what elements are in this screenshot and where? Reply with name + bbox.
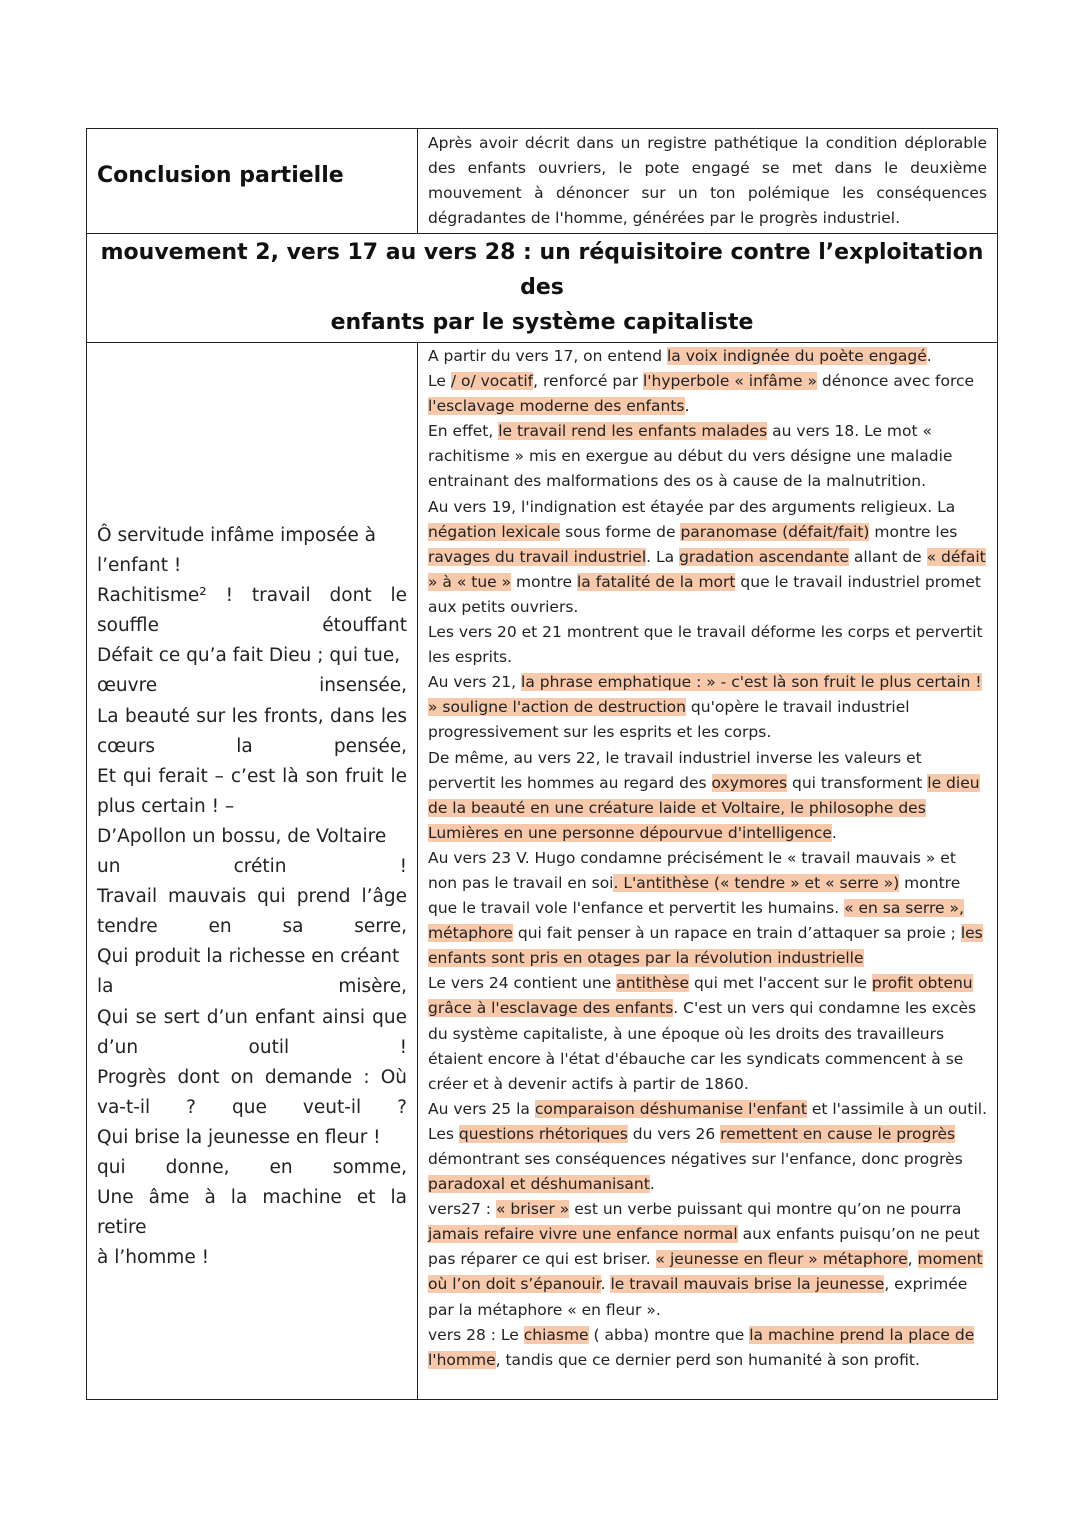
highlighted-text: questions rhétoriques	[458, 1124, 628, 1143]
highlighted-text: la machine prend la place de l'homme	[428, 1325, 975, 1369]
conclusion-title: Conclusion partielle	[97, 163, 344, 188]
movement-body-row	[87, 343, 998, 1400]
analysis-text-segment: Au vers 21,	[428, 673, 522, 692]
analysis-text-segment: ,	[907, 1250, 918, 1269]
analysis-paragraph	[428, 369, 987, 419]
poem-excerpt	[97, 521, 407, 1273]
poem-line: œuvre insensée,	[97, 675, 407, 697]
analysis-paragraph	[428, 344, 987, 369]
poem-line: Qui brise la jeunesse en fleur !	[97, 1126, 381, 1148]
analysis-text-segment: Au vers 25 la	[428, 1099, 535, 1118]
analysis-text-segment: est un verbe puissant qui montre qu’on ne pourra	[569, 1200, 962, 1219]
highlighted-text: « jeunesse en fleur » métaphore	[655, 1250, 908, 1269]
analysis-text-segment: De même, au vers 22, le travail industriel inverse les valeurs et pervertit les hommes au regard des	[428, 748, 922, 792]
analysis-text-segment: vers27 :	[428, 1200, 496, 1219]
analysis-paragraph	[428, 670, 987, 745]
highlighted-text: « en sa serre », métaphore	[428, 899, 964, 943]
analysis-text-segment: ( abba) montre que	[588, 1325, 750, 1344]
poem-line: Défait ce qu’a fait Dieu ; qui tue,	[97, 645, 401, 667]
poem-line: à l’homme !	[97, 1247, 210, 1269]
poem-line: un crétin !	[97, 856, 407, 878]
analysis-text-segment: .	[649, 1175, 655, 1194]
poem-line: Qui se sert d’un enfant ainsi que	[97, 1006, 407, 1028]
highlighted-text: paradoxal et déshumanisant	[428, 1175, 650, 1194]
highlighted-text: chiasme	[523, 1325, 589, 1344]
analysis-text-segment: Le	[428, 372, 451, 391]
poem-line: Travail mauvais qui prend l’âge	[97, 886, 407, 908]
poem-line: d’un outil !	[97, 1036, 407, 1058]
highlighted-text: ravages du travail industriel	[428, 547, 647, 566]
highlighted-text: « briser »	[495, 1200, 570, 1219]
analysis-text	[418, 343, 997, 1399]
conclusion-title-cell	[87, 129, 418, 234]
poem-line: va-t-il ? que veut-il ?	[97, 1096, 407, 1118]
poem-line: cœurs la pensée,	[97, 735, 407, 757]
analysis-table	[86, 128, 998, 1400]
analysis-paragraph	[428, 419, 987, 494]
highlighted-text: remettent en cause le progrès	[720, 1124, 956, 1143]
analysis-text-segment: du vers 26	[627, 1124, 721, 1143]
poem-line: souffle étouffant	[97, 615, 407, 637]
highlighted-text: comparaison déshumanise l'enfant	[534, 1099, 807, 1118]
highlighted-text: les enfants sont pris en otages par la révolution industrielle	[428, 924, 983, 968]
analysis-cell	[418, 343, 998, 1400]
highlighted-text: l'hyperbole « infâme »	[642, 372, 817, 391]
analysis-text-segment: A partir du vers 17, on entend	[428, 347, 667, 365]
conclusion-row	[87, 129, 998, 234]
poem-line: Et qui ferait – c’est là son fruit le	[97, 765, 407, 787]
analysis-text-segment: au vers 18. Le mot « rachitisme » mis en exergue au début du vers désigne une maladie entrainant des malformations des os à cause de la malnutrition.	[428, 422, 953, 491]
poem-line: qui donne, en somme,	[97, 1156, 407, 1178]
analysis-text-segment: , renforcé par	[533, 372, 643, 391]
highlighted-text: le travail rend les enfants malades	[498, 422, 768, 441]
poem-line: Ô servitude infâme imposée à	[97, 525, 376, 546]
analysis-text-segment: .	[926, 347, 932, 365]
highlighted-text: paranomase (défait/fait)	[680, 522, 870, 541]
analysis-paragraph	[428, 846, 987, 971]
highlighted-text: antithèse	[616, 974, 690, 993]
analysis-text-segment: qui transforment	[787, 773, 928, 792]
highlighted-text: le dieu de la beauté en une créature laide et Voltaire, le philosophe des Lumières en une personne dépourvue d'intelligence	[428, 773, 980, 842]
analysis-text-segment: , exprimée par la métaphore « en fleur ».	[428, 1275, 968, 1319]
highlighted-text: / o/ vocatif	[450, 372, 534, 391]
analysis-text-segment: Les	[428, 1124, 459, 1143]
analysis-paragraph	[428, 495, 987, 620]
analysis-paragraph	[428, 1097, 987, 1122]
highlighted-text: . L'antithèse (« tendre » et « serre »)	[613, 873, 900, 892]
poem-line: Une âme à la machine et la retire	[97, 1187, 407, 1239]
analysis-text-segment: sous forme de	[560, 522, 681, 541]
analysis-text-segment: qu'opère le travail industriel progressivement sur les esprits et les corps.	[428, 698, 910, 742]
highlighted-text: l'esclavage moderne des enfants	[428, 397, 685, 416]
analysis-text-segment: montre	[511, 572, 577, 591]
highlighted-text: le travail mauvais brise la jeunesse	[610, 1275, 885, 1294]
highlighted-text: oxymores	[711, 773, 788, 792]
analysis-text-segment: et l'assimile à un outil.	[806, 1099, 987, 1118]
conclusion-text: Après avoir décrit dans un registre pathétique la condition déplorable des enfants ouvriers, le pote engagé se met dans le deuxième mouvement à dénoncer sur un ton polémique les conséquences dégradantes de l'homme, générées par le progrès industriel.	[428, 134, 987, 227]
analysis-text-segment: , tandis que ce dernier perd son humanité à son profit.	[495, 1350, 920, 1369]
poem-line: Qui produit la richesse en créant	[97, 946, 400, 968]
analysis-paragraph	[428, 1197, 987, 1322]
highlighted-text: jamais refaire vivre une enfance normal	[428, 1225, 738, 1244]
poem-line: tendre en sa serre,	[97, 916, 407, 938]
movement-heading-line2: enfants par le système capitaliste	[330, 310, 754, 335]
analysis-paragraph	[428, 971, 987, 1096]
analysis-paragraph	[428, 620, 987, 670]
analysis-text-segment: Le vers 24 contient une	[428, 974, 617, 993]
analysis-text-segment: vers 28 : Le	[428, 1325, 524, 1344]
poem-line: La beauté sur les fronts, dans les	[97, 705, 407, 727]
highlighted-text: la voix indignée du poète engagé	[666, 347, 927, 365]
analysis-text-segment: aux enfants puisqu’on ne peut pas réparer ce qui est briser.	[428, 1225, 980, 1269]
poem-cell	[87, 343, 418, 1400]
analysis-text-segment: . C'est un vers qui condamne les excès du système capitaliste, à une époque où les droits des travailleurs étaient encore à l'état d'ébauche car les syndicats commencent à se créer et à devenir actifs à partir de 1860.	[428, 999, 977, 1093]
highlighted-text: moment où l’on doit s’épanouir	[428, 1250, 983, 1294]
analysis-text-segment: montre que le travail vole l'enfance et pervertit les humains.	[428, 873, 961, 918]
poem-line: Progrès dont on demande : Où	[97, 1066, 407, 1088]
highlighted-text: « défait » à « tue »	[428, 547, 986, 591]
analysis-text-segment: qui fait penser à un rapace en train d’attaquer sa proie ;	[512, 924, 961, 943]
analysis-text-segment: Les vers 20 et 21 montrent que le travail déforme les corps et pervertit les esprits.	[428, 623, 983, 667]
highlighted-text: gradation ascendante	[679, 547, 849, 566]
analysis-text-segment: démontrant ses conséquences négatives sur l'enfance, donc progrès	[428, 1150, 963, 1168]
poem-line: la misère,	[97, 976, 407, 998]
highlighted-text: profit obtenu grâce à l'esclavage des enfants	[428, 974, 973, 1018]
analysis-text-segment: .	[600, 1275, 611, 1294]
poem-line: Rachitisme² ! travail dont le	[97, 585, 407, 607]
highlighted-text: négation lexicale	[428, 522, 561, 541]
analysis-text-segment: Au vers 23 V. Hugo condamne précisément le « travail mauvais » et non pas le travail en soi	[428, 848, 956, 892]
document-page	[86, 128, 995, 1400]
highlighted-text: la fatalité de la mort	[577, 572, 736, 591]
analysis-text-segment: dénonce avec force	[816, 372, 975, 391]
analysis-text-segment: .	[831, 823, 837, 842]
analysis-text-segment: .	[684, 397, 690, 416]
analysis-paragraph	[428, 746, 987, 846]
poem-line: l’enfant !	[97, 555, 182, 577]
analysis-text-segment: En effet,	[428, 422, 499, 441]
poem-line: D’Apollon un bossu, de Voltaire	[97, 825, 387, 847]
movement-heading-row	[87, 234, 998, 343]
poem-line: plus certain ! –	[97, 795, 235, 817]
analysis-paragraph	[428, 1122, 987, 1197]
analysis-text-segment: que le travail industriel promet aux petits ouvriers.	[428, 572, 981, 616]
analysis-text-segment: . La	[646, 547, 680, 566]
highlighted-text: la phrase emphatique : » - c'est là son fruit le plus certain ! » souligne l'action de destruction	[428, 673, 982, 717]
movement-heading-line1: mouvement 2, vers 17 au vers 28 : un réquisitoire contre l’exploitation des	[100, 240, 984, 300]
conclusion-text-cell	[418, 129, 998, 234]
analysis-text-segment: Au vers 19, l'indignation est étayée par des arguments religieux. La	[428, 497, 956, 516]
analysis-text-segment: allant de	[848, 547, 927, 566]
analysis-text-segment: montre les	[869, 522, 958, 541]
analysis-paragraph	[428, 1323, 987, 1373]
movement-heading	[87, 234, 998, 343]
analysis-text-segment: qui met l'accent sur le	[689, 974, 872, 993]
